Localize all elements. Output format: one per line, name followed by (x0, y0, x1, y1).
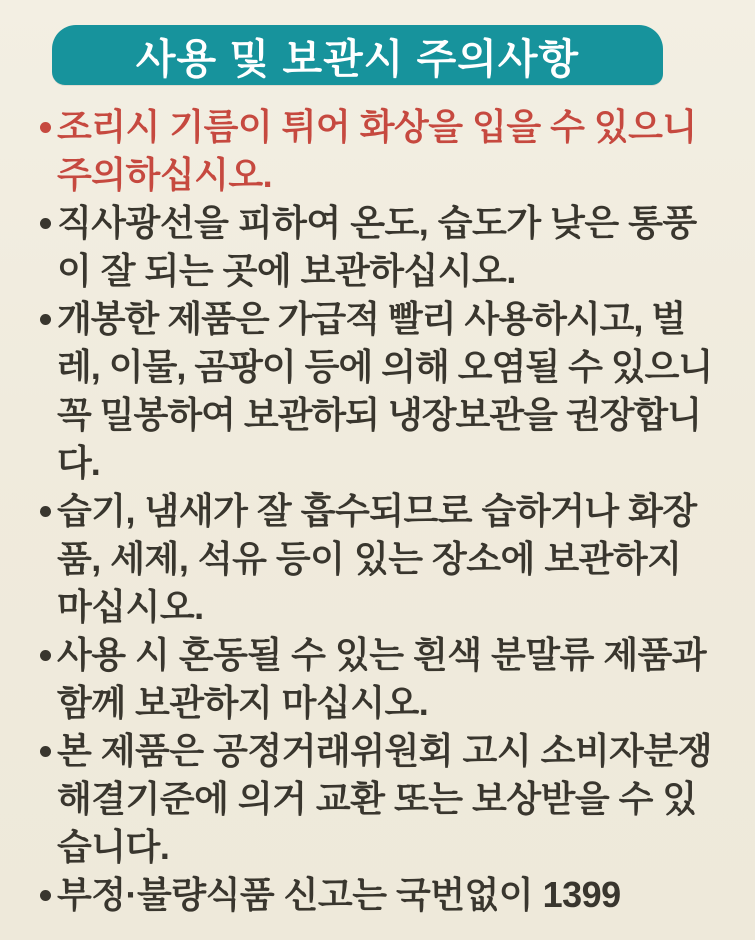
notices-list (0, 99, 755, 919)
bullet-icon (40, 746, 51, 757)
notice-text: 사용 시 혼동될 수 있는 흰색 분말류 제품과 함께 보관하지 마십시오. (57, 634, 707, 723)
notice-item-sunlight-storage (40, 199, 725, 295)
notice-text: 조리시 기름이 튀어 화상을 입을 수 있으니 주의하십시오. (57, 106, 697, 195)
bullet-icon (40, 122, 51, 133)
notice-text: 직사광선을 피하여 온도, 습도가 낮은 통풍이 잘 되는 곳에 보관하십시오. (57, 202, 697, 291)
bullet-icon (40, 506, 51, 517)
bullet-icon (40, 218, 51, 229)
page-title: 사용 및 보관시 주의사항 (135, 35, 580, 82)
notice-item-white-powder-confusion (40, 631, 725, 727)
notice-text: 개봉한 제품은 가급적 빨리 사용하시고, 벌레, 이물, 곰팡이 등에 의해 오염될 수 있으니 꼭 밀봉하여 보관하되 냉장보관을 권장합니다. (57, 298, 713, 483)
notice-text: 부정·불량식품 신고는 국번없이 1399 (57, 874, 621, 915)
notice-text: 습기, 냄새가 잘 흡수되므로 습하거나 화장품, 세제, 석유 등이 있는 장소에 보관하지 마십시오. (57, 490, 697, 627)
notice-text: 본 제품은 공정거래위원회 고시 소비자분쟁 해결기준에 의거 교환 또는 보상받을 수 있습니다. (57, 730, 712, 867)
header-banner (52, 25, 663, 85)
notice-item-moisture-odor (40, 487, 725, 631)
notice-item-after-opening (40, 295, 725, 487)
notice-item-exchange-compensation (40, 727, 725, 871)
bullet-icon (40, 314, 51, 325)
notice-item-report-hotline (40, 871, 725, 919)
bullet-icon (40, 650, 51, 661)
notice-item-cooking-burn (40, 103, 725, 199)
bullet-icon (40, 890, 51, 901)
